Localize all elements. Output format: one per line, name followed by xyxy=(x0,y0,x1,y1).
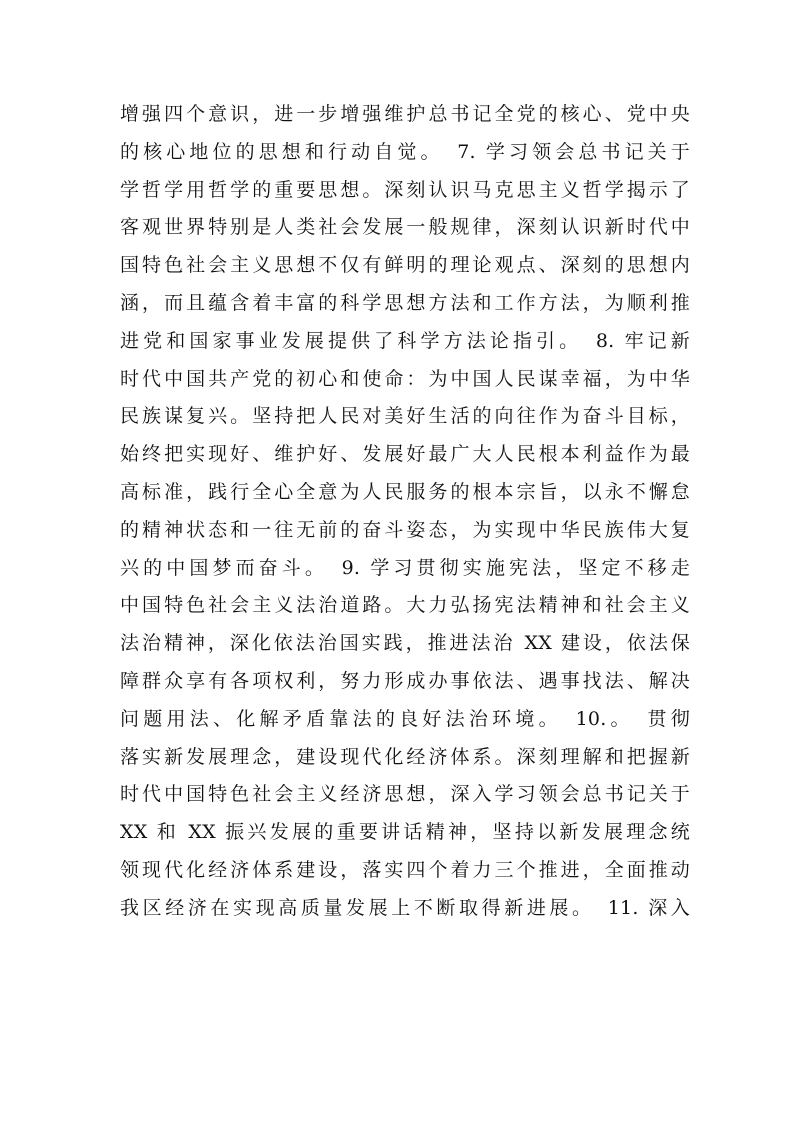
text-line-7: 进党和国家事业发展提供了科学方法论指引。 8. 牢记新 xyxy=(120,329,690,352)
text-line-1: 增强四个意识，进一步增强维护总书记全党的核心、党中央 xyxy=(120,103,690,125)
text-line-21: 领现代化经济体系建设，落实四个着力三个推进，全面推动 xyxy=(120,858,690,881)
text-line-9: 民族谋复兴。坚持把人民对美好生活的向往作为奋斗目标， xyxy=(120,405,690,428)
text-line-6: 涵，而且蕴含着丰富的科学思想方法和工作方法，为顺利推 xyxy=(120,291,690,314)
text-line-11: 高标准，践行全心全意为人民服务的根本宗旨，以永不懈怠 xyxy=(120,480,690,503)
text-line-2: 的核心地位的思想和行动自觉。 7. 学习领会总书记关于 xyxy=(120,140,690,163)
text-line-13: 兴的中国梦而奋斗。 9. 学习贯彻实施宪法，坚定不移走 xyxy=(120,556,690,579)
text-line-20: XX 和 XX 振兴发展的重要讲话精神，坚持以新发展理念统 xyxy=(120,821,690,844)
text-line-15: 法治精神，深化依法治国实践，推进法治 XX 建设，依法保 xyxy=(120,632,690,655)
text-line-5: 国特色社会主义思想不仅有鲜明的理论观点、深刻的思想内 xyxy=(120,254,690,277)
text-line-8: 时代中国共产党的初心和使命：为中国人民谋幸福，为中华 xyxy=(120,367,690,390)
text-line-17: 问题用法、化解矛盾靠法的良好法治环境。 10.。 贯彻 xyxy=(120,707,690,730)
text-line-4: 客观世界特别是人类社会发展一般规律，深刻认识新时代中 xyxy=(120,216,690,239)
text-line-12: 的精神状态和一往无前的奋斗姿态，为实现中华民族伟大复 xyxy=(120,518,690,541)
text-line-14: 中国特色社会主义法治道路。大力弘扬宪法精神和社会主义 xyxy=(120,594,690,617)
text-line-3: 学哲学用哲学的重要思想。深刻认识马克思主义哲学揭示了 xyxy=(120,178,690,201)
text-line-18: 落实新发展理念，建设现代化经济体系。深刻理解和把握新 xyxy=(120,745,690,768)
text-line-10: 始终把实现好、维护好、发展好最广大人民根本利益作为最 xyxy=(120,443,690,466)
text-line-19: 时代中国特色社会主义经济思想，深入学习领会总书记关于 xyxy=(120,783,690,806)
text-line-16: 障群众享有各项权利，努力形成办事依法、遇事找法、解决 xyxy=(120,669,690,692)
text-line-22: 我区经济在实现高质量发展上不断取得新进展。 11. 深入 xyxy=(120,896,690,919)
body-text xyxy=(120,96,690,928)
